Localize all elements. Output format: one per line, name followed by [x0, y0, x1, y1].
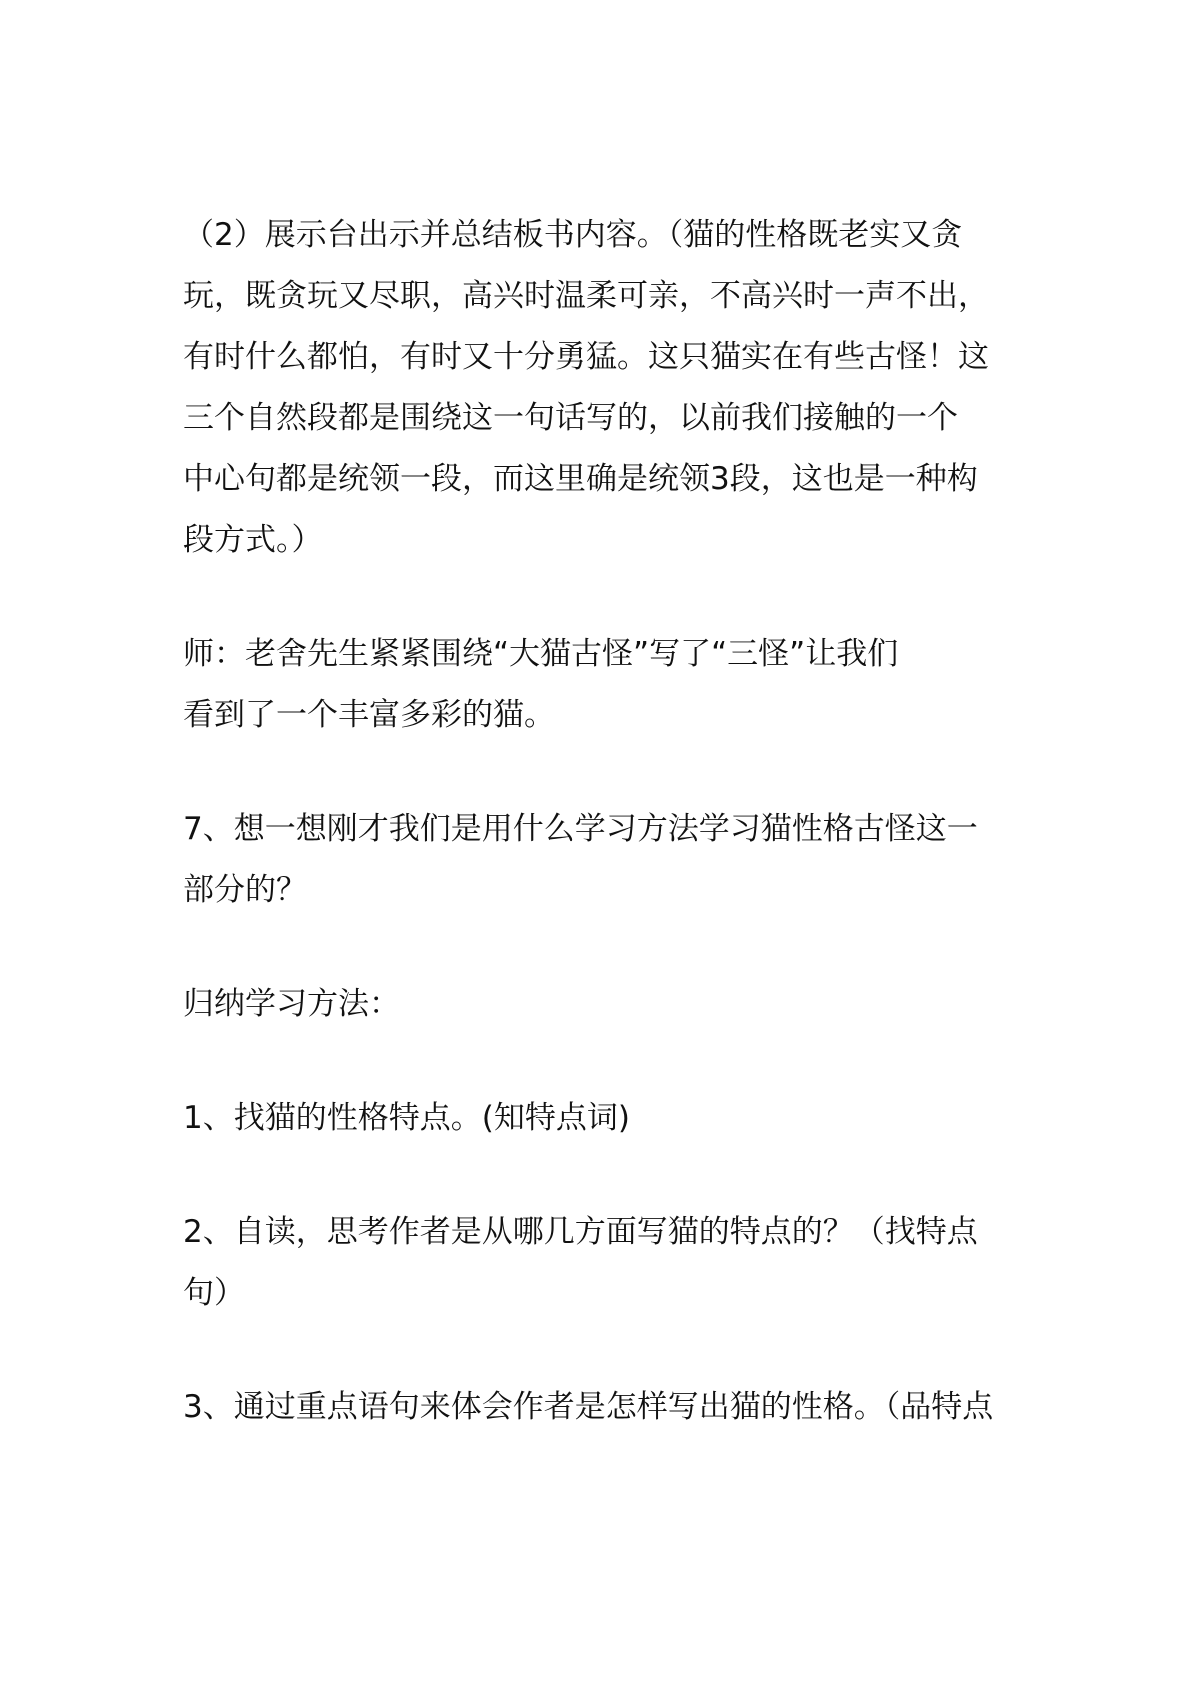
text-line: 2、自读，思考作者是从哪几方面写猫的特点的？（找特点 — [183, 1214, 978, 1250]
text-line: 三个自然段都是围绕这一句话写的，以前我们接触的一个 — [183, 400, 958, 436]
text-line: 中心句都是统领一段，而这里确是统领3段，这也是一种构 — [183, 461, 978, 497]
text-line: 部分的？ — [183, 872, 307, 908]
text-line: 师：老舍先生紧紧围绕“大猫古怪”写了“三怪”让我们 — [183, 636, 899, 672]
text-line: 句） — [183, 1275, 245, 1311]
text-line: 7、想一想刚才我们是用什么学习方法学习猫性格古怪这一 — [183, 811, 978, 847]
text-line: （2）展示台出示并总结板书内容。（猫的性格既老实又贪 — [183, 217, 963, 253]
text-line: 看到了一个丰富多彩的猫。 — [183, 697, 555, 733]
text-line: 玩，既贪玩又尽职，高兴时温柔可亲，不高兴时一声不出， — [183, 278, 989, 314]
text-line: 段方式。） — [183, 522, 323, 558]
text-line: 3、通过重点语句来体会作者是怎样写出猫的性格。（品特点 — [183, 1389, 994, 1425]
text-line: 有时什么都怕，有时又十分勇猛。这只猫实在有些古怪！这 — [183, 339, 989, 375]
text-line: 1、找猫的性格特点。(知特点词) — [183, 1100, 630, 1136]
section-heading: 归纳学习方法： — [183, 986, 400, 1022]
